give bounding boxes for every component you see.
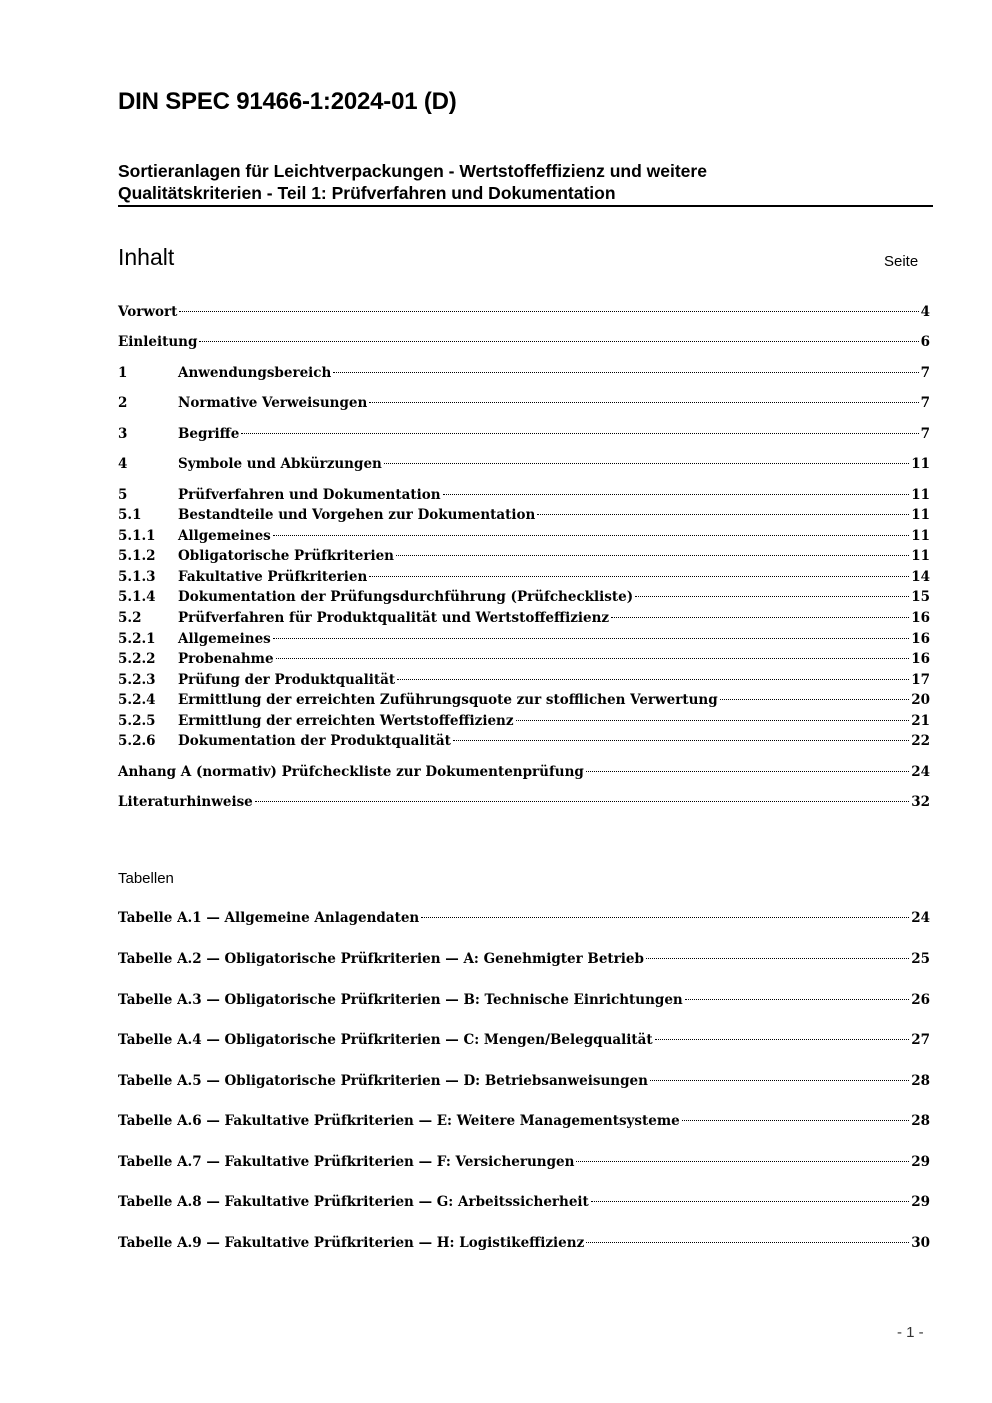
subtitle-line-1: Sortieranlagen für Leichtverpackungen - Wertstoffeffizienz und weitere (118, 161, 707, 181)
toc-entry[interactable] (118, 951, 930, 971)
toc-entry-title: Tabelle A.2 — Obligatorische Prüfkriterien — A: Genehmigter Betrieb (118, 951, 644, 967)
title-rule (118, 205, 933, 207)
dot-leader (241, 433, 918, 434)
toc-entry[interactable] (118, 426, 930, 446)
toc-entry-title: Prüfung der Produktqualität (178, 672, 396, 688)
toc-entry-number: 2 (118, 395, 128, 411)
toc-entry-title: Obligatorische Prüfkriterien (178, 548, 394, 564)
toc-entry-number: 4 (118, 456, 128, 472)
toc-entry-page: 27 (911, 1032, 930, 1048)
toc-entry-title: Anhang A (normativ) Prüfcheckliste zur Dokumentenprüfung (118, 764, 584, 780)
toc-entry-page: 25 (911, 951, 930, 967)
toc-entry-page: 16 (911, 610, 930, 626)
toc-entry-page: 16 (911, 651, 930, 667)
toc-entry-number: 5.2.4 (118, 692, 156, 708)
dot-leader (591, 1201, 909, 1202)
toc-entry[interactable] (118, 733, 930, 753)
toc-entry-title: Dokumentation der Prüfungsdurchführung (Prüfcheckliste) (178, 589, 634, 605)
dot-leader (453, 740, 909, 741)
dot-leader (255, 801, 909, 802)
toc-entry[interactable] (118, 304, 930, 324)
toc-entry[interactable] (118, 764, 930, 784)
toc-entry-number: 5.1.1 (118, 528, 156, 544)
dot-leader (369, 576, 909, 577)
toc-entry-page: 11 (911, 528, 930, 544)
toc-entry[interactable] (118, 548, 930, 568)
toc-entry-title: Tabelle A.8 — Fakultative Prüfkriterien — G: Arbeitssicherheit (118, 1194, 589, 1210)
toc-entry-number: 3 (118, 426, 128, 442)
dot-leader (537, 514, 909, 515)
page-number: - 1 - (897, 1324, 924, 1341)
toc-entry-number: 1 (118, 365, 128, 381)
dot-leader (276, 658, 910, 659)
dot-leader (421, 917, 909, 918)
toc-entry[interactable] (118, 1032, 930, 1052)
toc-entry-page: 4 (920, 304, 930, 320)
toc-entry-page: 28 (911, 1113, 930, 1129)
toc-entry-title: Tabelle A.5 — Obligatorische Prüfkriterien — D: Betriebsanweisungen (118, 1073, 648, 1089)
toc-entry-page: 21 (911, 713, 930, 729)
toc-entry-page: 15 (911, 589, 930, 605)
document-id: DIN SPEC 91466-1:2024-01 (D) (118, 88, 457, 115)
toc-entry[interactable] (118, 992, 930, 1012)
toc-entry-title: Tabelle A.3 — Obligatorische Prüfkriterien — B: Technische Einrichtungen (118, 992, 683, 1008)
toc-entry-title: Allgemeines (178, 631, 271, 647)
dot-leader (273, 535, 909, 536)
toc-entry[interactable] (118, 1194, 930, 1214)
toc-entry-title: Literaturhinweise (118, 794, 253, 810)
toc-entry[interactable] (118, 334, 930, 354)
toc-entry[interactable] (118, 631, 930, 651)
document-subtitle (118, 160, 933, 204)
toc-entry-number: 5.2.1 (118, 631, 156, 647)
toc-entry[interactable] (118, 456, 930, 476)
dot-leader (576, 1161, 909, 1162)
toc-entry[interactable] (118, 1113, 930, 1133)
toc-entry-page: 22 (911, 733, 930, 749)
toc-entry-page: 20 (911, 692, 930, 708)
dot-leader (199, 341, 918, 342)
dot-leader (384, 463, 909, 464)
dot-leader (516, 720, 910, 721)
dot-leader (179, 311, 918, 312)
toc-entry[interactable] (118, 1154, 930, 1174)
toc-entry-page: 28 (911, 1073, 930, 1089)
toc-entry-page: 7 (920, 395, 930, 411)
toc-entry-title: Prüfverfahren für Produktqualität und Wertstoffeffizienz (178, 610, 610, 626)
dot-leader (646, 958, 909, 959)
toc-entry-title: Bestandteile und Vorgehen zur Dokumentation (178, 507, 536, 523)
toc-entry[interactable] (118, 569, 930, 589)
toc-entry[interactable] (118, 365, 930, 385)
dot-leader (273, 638, 909, 639)
toc-entry-page: 11 (911, 548, 930, 564)
toc-entry-title: Einleitung (118, 334, 198, 350)
toc-entry-page: 16 (911, 631, 930, 647)
toc-entry-page: 14 (911, 569, 930, 585)
toc-heading: Inhalt (118, 244, 175, 270)
dot-leader (685, 999, 909, 1000)
toc-entry[interactable] (118, 487, 930, 507)
dot-leader (720, 699, 910, 700)
toc-entry-page: 11 (911, 507, 930, 523)
page-column-heading: Seite (884, 253, 919, 270)
toc-entry-title: Anwendungsbereich (178, 365, 332, 381)
toc-entry[interactable] (118, 1235, 930, 1255)
toc-entry-page: 30 (911, 1235, 930, 1251)
toc-entry-title: Allgemeines (178, 528, 271, 544)
toc-entry-number: 5.1.2 (118, 548, 156, 564)
toc-entry-number: 5.2.5 (118, 713, 156, 729)
toc-entry-page: 17 (911, 672, 930, 688)
toc-entry-page: 24 (911, 910, 930, 926)
toc-entry-page: 32 (911, 794, 930, 810)
toc-entry-page: 11 (911, 487, 930, 503)
toc-entry[interactable] (118, 610, 930, 630)
toc-entry-number: 5.2.3 (118, 672, 156, 688)
toc-entry-title: Probenahme (178, 651, 274, 667)
toc-entry[interactable] (118, 692, 930, 712)
toc-entry-title: Fakultative Prüfkriterien (178, 569, 368, 585)
toc-entry-title: Tabelle A.7 — Fakultative Prüfkriterien — F: Versicherungen (118, 1154, 575, 1170)
dot-leader (333, 372, 918, 373)
toc-entry[interactable] (118, 589, 930, 609)
toc-entry-title: Dokumentation der Produktqualität (178, 733, 451, 749)
toc-entry-page: 11 (911, 456, 930, 472)
toc-entry-number: 5.2 (118, 610, 142, 626)
toc-entry-title: Symbole und Abkürzungen (178, 456, 382, 472)
dot-leader (655, 1039, 910, 1040)
toc-entry[interactable] (118, 395, 930, 415)
dot-leader (650, 1080, 909, 1081)
toc-entry-number: 5.1.4 (118, 589, 156, 605)
toc-entry[interactable] (118, 713, 930, 733)
toc-entry[interactable] (118, 1073, 930, 1093)
dot-leader (586, 771, 909, 772)
dot-leader (682, 1120, 910, 1121)
toc-entry-title: Ermittlung der erreichten Zuführungsquote zur stofflichen Verwertung (178, 692, 718, 708)
subtitle-line-2: Qualitätskriterien - Teil 1: Prüfverfahren und Dokumentation (118, 183, 616, 203)
dot-leader (396, 555, 909, 556)
toc-entry[interactable] (118, 910, 930, 930)
toc-entry-page: 29 (911, 1194, 930, 1210)
dot-leader (586, 1242, 909, 1243)
toc-entry[interactable] (118, 651, 930, 671)
dot-leader (635, 596, 909, 597)
toc-entry-number: 5.1.3 (118, 569, 156, 585)
toc-entry[interactable] (118, 528, 930, 548)
toc-entry-title: Normative Verweisungen (178, 395, 368, 411)
toc-entry-title: Tabelle A.6 — Fakultative Prüfkriterien — E: Weitere Managementsysteme (118, 1113, 680, 1129)
toc-entry-title: Tabelle A.1 — Allgemeine Anlagendaten (118, 910, 420, 926)
toc-entry-title: Tabelle A.9 — Fakultative Prüfkriterien — H: Logistikeffizienz (118, 1235, 585, 1251)
toc-entry-page: 6 (920, 334, 930, 350)
toc-entry-page: 26 (911, 992, 930, 1008)
dot-leader (611, 617, 909, 618)
toc-entry[interactable] (118, 672, 930, 692)
toc-entry[interactable] (118, 794, 930, 814)
toc-entry[interactable] (118, 507, 930, 527)
tables-heading: Tabellen (118, 870, 174, 887)
toc-entry-title: Prüfverfahren und Dokumentation (178, 487, 441, 503)
toc-entry-number: 5.1 (118, 507, 142, 523)
toc-entry-title: Ermittlung der erreichten Wertstoffeffizienz (178, 713, 514, 729)
toc-entry-page: 7 (920, 365, 930, 381)
toc-entry-number: 5.2.2 (118, 651, 156, 667)
dot-leader (443, 494, 910, 495)
toc-entry-number: 5 (118, 487, 128, 503)
toc-entry-page: 7 (920, 426, 930, 442)
toc-entry-number: 5.2.6 (118, 733, 156, 749)
toc-entry-page: 29 (911, 1154, 930, 1170)
toc-entry-title: Begriffe (178, 426, 240, 442)
toc-entry-page: 24 (911, 764, 930, 780)
toc-entry-title: Vorwort (118, 304, 178, 320)
dot-leader (397, 679, 909, 680)
dot-leader (369, 402, 918, 403)
toc-entry-title: Tabelle A.4 — Obligatorische Prüfkriterien — C: Mengen/Belegqualität (118, 1032, 653, 1048)
